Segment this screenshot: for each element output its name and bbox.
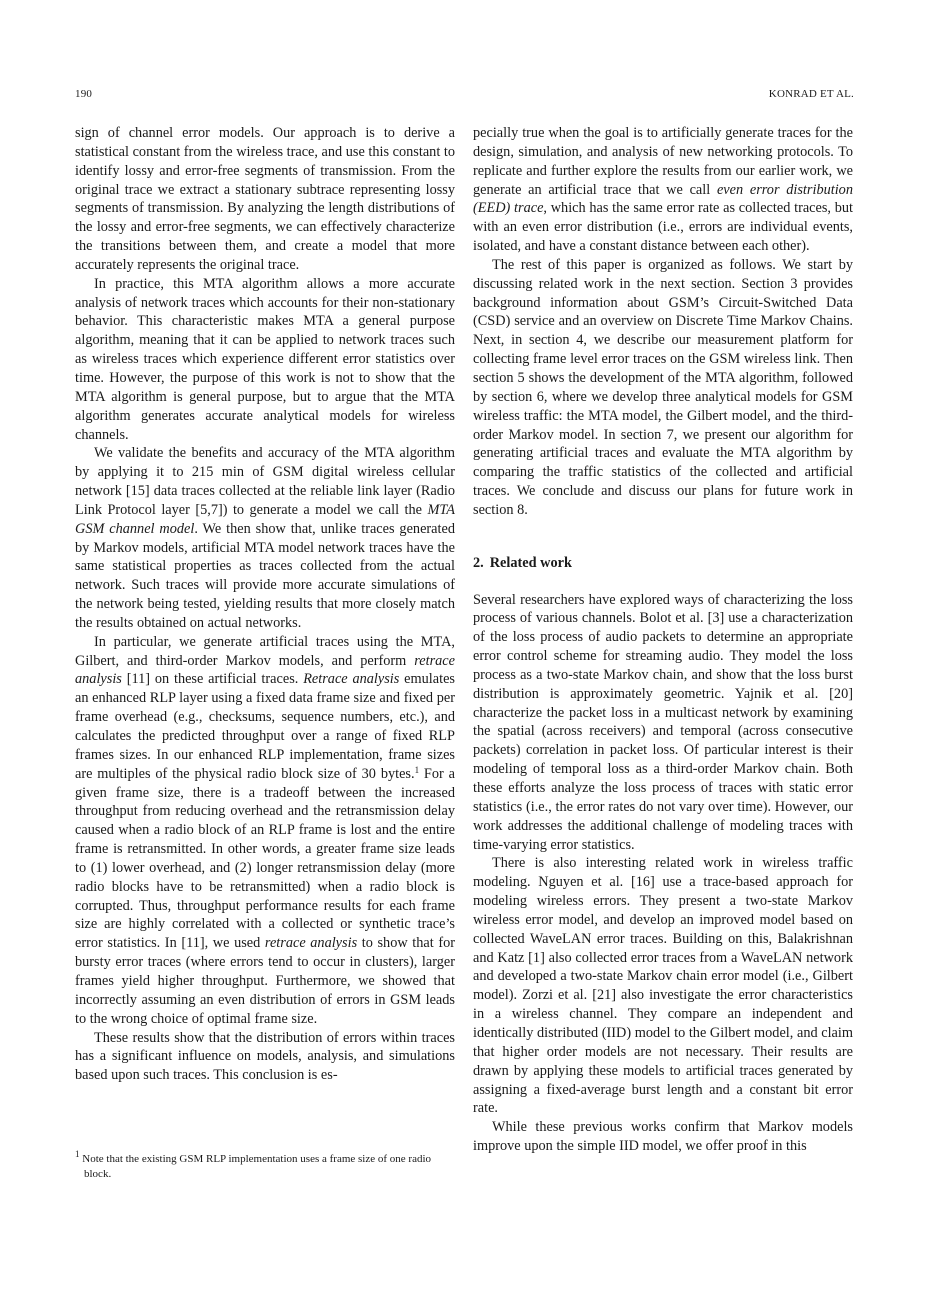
footnote [75,1149,455,1182]
right-column [473,124,853,1156]
paragraph: These results show that the distribution of errors within traces has a significant influence on models, analysis, and simulations based upon such traces. This conclusion is es- [75,1029,455,1084]
section-heading [473,554,853,573]
section-number: 2. [473,554,484,571]
paragraph: While these previous works confirm that Markov models improve upon the simple IID model, we offer proof in this [473,1119,853,1155]
page-number: 190 [75,88,93,100]
footnote-marker[interactable]: 1 [414,764,420,775]
left-column [75,124,455,1085]
footnote-mark: 1 [75,1149,80,1159]
emphasis: MTA GSM channel model [75,501,455,537]
paragraph: We validate the benefits and accuracy of the MTA algorithm by applying it to 215 min of GSM digital wireless cellular network [15] data traces collected at the reliable link layer (Radio Link Protocol layer [5,7]) to generate a model we call the MTA GSM channel model. We then show that, unlike traces generated by Markov models, artificial MTA model network traces have the same statistical properties as traces collected from the actual network. Such traces will provide more accurate simulations of the network being tested, yielding results that more closely match the results obtained on actual networks. [75,445,455,631]
paragraph: sign of channel error models. Our approach is to derive a statistical constant from the wireless trace, and use this constant to identify lossy and error-free segments of transmission. From the original trace we extract a stationary subtrace representing lossy segments of transmission. By analyzing the length distributions of the lossy and error-free segments, we can effectively characterize the transitions between them, and create a model that more accurately represents the original trace. [75,125,455,273]
paragraph: pecially true when the goal is to artificially generate traces for the design, simulation, and analysis of new networking protocols. To replicate and further explore the results from our earlier work, we generate an artificial trace that we call even error distribution (EED) trace, which has the same error rate as collected traces, but with an even error distribution (i.e., errors are individual events, isolated, and have a constant distance between each other). [473,125,853,255]
paragraph: The rest of this paper is organized as follows. We start by discussing related work in the next section. Section 3 provides background information about GSM’s Circuit-Switched Data (CSD) service and an overview on Discrete Time Markov Chains. Next, in section 4, we describe our measurement platform for collecting frame level error traces on the GSM wireless link. Then section 5 shows the development of the MTA algorithm, followed by section 6, where we develop three analytical models for GSM wireless traffic: the MTA model, the Gilbert model, and the third-order Markov model. In section 7, we present our algorithm for generating artificial traces and evaluate the MTA algorithm by comparing the traffic statistics of the collected and artificial traces. We conclude and discuss our plans for future work in section 8. [473,256,853,518]
paragraph: Several researchers have explored ways of characterizing the loss process of various channels. Bolot et al. [3] use a characterization of the loss process of audio packets to determine an appropriate error control scheme for streaming audio. They model the loss process as a two-state Markov chain, and show that the loss burst distribution is approximately geometric. Yajnik et al. [20] characterize the packet loss in a multicast network by examining the spatial (across receivers) and temporal (across consecutive packets) correlation in packet loss. Of particular interest is their modeling of temporal loss as a third-order Markov chain. Both these efforts analyze the loss process of traces with static error statistics (i.e., the error rates do not vary over time). However, our work addresses the additional challenge of modeling traces with time-varying error statistics. [473,591,853,853]
paragraph: In practice, this MTA algorithm allows a more accurate analysis of network traces which accounts for their non-stationary behavior. This characteristic makes MTA a general purpose algorithm, meaning that it can be applied to network traces such as wireless traces which experience different error statistics over time. However, the purpose of this work is not to show that the MTA algorithm is general purpose, but to argue that the MTA algorithm generates accurate analytical models for wireless channels. [75,275,455,443]
emphasis: Retrace analysis [303,671,400,688]
emphasis: retrace analysis [264,935,358,952]
paragraph: In particular, we generate artificial traces using the MTA, Gilbert, and third-order Markov models, and perform retrace analysis [11] on these artificial traces. Retrace analysis emulates an enhanced RLP layer using a fixed data frame size and fixed per frame overhead (e.g., checksums, sequence numbers, etc.), and calculates the predicted throughput over a range of fixed RLP frames sizes. In our enhanced RLP implementation, frame sizes are multiples of the physical radio block size of 30 bytes.$^1$ For a given frame size, there is a tradeoff between the increased throughput from reducing overhead and the retransmission delay caused when a radio block of an RLP frame is lost and the entire frame is retransmitted. In other words, a greater frame size leads to (1) lower overhead, and (2) longer retransmission delay (more radio blocks have to be retransmitted) when a radio block is corrupted. Thus, throughput performance results for each frame size are highly correlated with a collected or synthetic trace’s error statistics. In [11], we used retrace analysis to show that for bursty error traces (where errors tend to occur in clusters), larger frames yield higher throughput. Furthermore, we showed that incorrectly assuming an even distribution of errors in GSM leads to the wrong choice of optimal frame size. [75,633,455,1027]
emphasis: retrace analysis [75,652,455,688]
paragraph: There is also interesting related work in wireless traffic modeling. Nguyen et al. [16] use a trace-based approach for modeling wireless errors. They present a two-state Markov wireless error model, and develop an improved model based on collected WaveLAN error traces. Building on this, Balakrishnan and Katz [1] also collected error traces from a WaveLAN network and developed a two-state Markov chain error model (i.e., Gilbert model). Zorzi et al. [21] also investigate the error characteristics in a wireless channel. They compare an independent and identically distributed (IID) model to the Gilbert model, and claim that higher order models are not necessary. Their results are drawn by applying these models to artificial traces generated by assigning a fixed-average burst length and a constant bit error rate. [473,855,853,1117]
emphasis: even error distribution (EED) trace [473,181,853,217]
footnote-text: Note that the existing GSM RLP implementation uses a frame size of one radio block. [79,1153,432,1180]
running-head: KONRAD ET AL. [768,88,854,100]
section-title: Related work [489,554,572,571]
